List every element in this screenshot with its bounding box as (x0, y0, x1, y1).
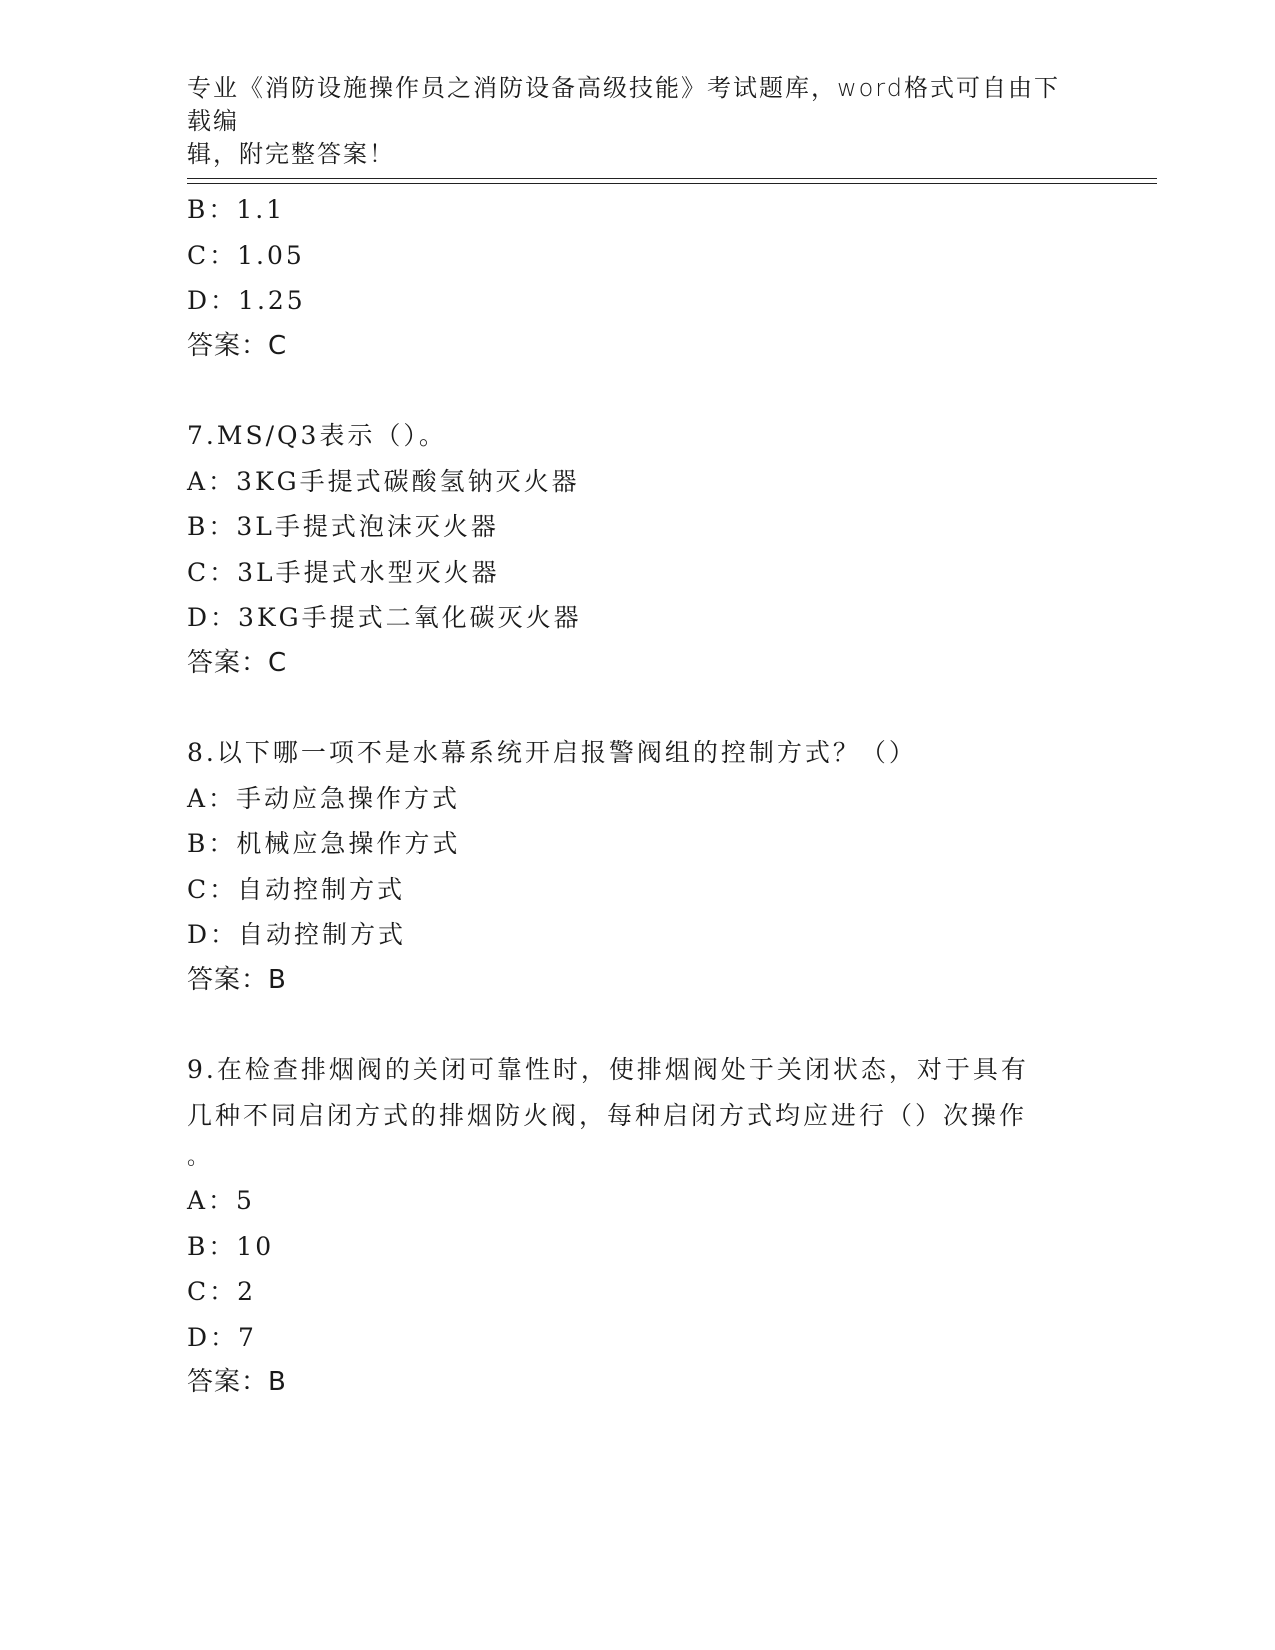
option-b: B：3L手提式泡沫灭火器 (187, 512, 499, 541)
option-b: B：1.1 (187, 195, 286, 224)
option-a: A：3KG手提式碳酸氢钠灭火器 (187, 466, 580, 496)
document-header (187, 72, 1067, 171)
question-stem-line-3: 。 (187, 1145, 213, 1170)
option-c: C：1.05 (187, 240, 305, 270)
question-list (187, 187, 1087, 1406)
question-stem-line-1: 9.在检查排烟阀的关闭可靠性时，使排烟阀处于关闭状态，对于具有 (187, 1055, 1029, 1084)
header-divider-bottom (187, 183, 1157, 184)
answer-line: 答案：C (187, 330, 288, 361)
question-6 (187, 187, 1087, 369)
header-divider-top (187, 178, 1157, 179)
question-stem: 7.MS/Q3表示（）。 (187, 421, 447, 450)
answer-line: 答案：C (187, 647, 288, 678)
option-a: A：5 (187, 1186, 255, 1215)
header-line-1: 专业《消防设施操作员之消防设备高级技能》考试题库，word格式可自由下载编 (187, 74, 1060, 135)
option-c: C：3L手提式水型灭火器 (187, 557, 500, 587)
question-stem-line-2: 几种不同启闭方式的排烟防火阀，每种启闭方式均应进行（）次操作 (187, 1100, 1028, 1130)
question-9 (187, 1047, 1087, 1406)
option-b: B：机械应急操作方式 (187, 829, 461, 858)
answer-line: 答案：B (187, 1367, 287, 1397)
spacer (187, 1003, 1087, 1047)
header-line-2: 辑，附完整答案！ (187, 140, 395, 168)
option-d: D：1.25 (187, 286, 306, 315)
option-c: C：自动控制方式 (187, 874, 406, 904)
option-d: D：自动控制方式 (187, 920, 407, 949)
option-c: C：2 (187, 1277, 257, 1306)
question-8 (187, 730, 1087, 1003)
option-a: A：手动应急操作方式 (187, 783, 461, 813)
option-d: D：7 (187, 1322, 257, 1352)
option-b: B：10 (187, 1231, 275, 1261)
question-stem: 8.以下哪一项不是水幕系统开启报警阀组的控制方式？（） (187, 738, 917, 767)
answer-line: 答案：B (187, 964, 287, 995)
spacer (187, 686, 1087, 730)
spacer (187, 369, 1087, 413)
question-7 (187, 413, 1087, 686)
option-d: D：3KG手提式二氧化碳灭火器 (187, 603, 582, 632)
